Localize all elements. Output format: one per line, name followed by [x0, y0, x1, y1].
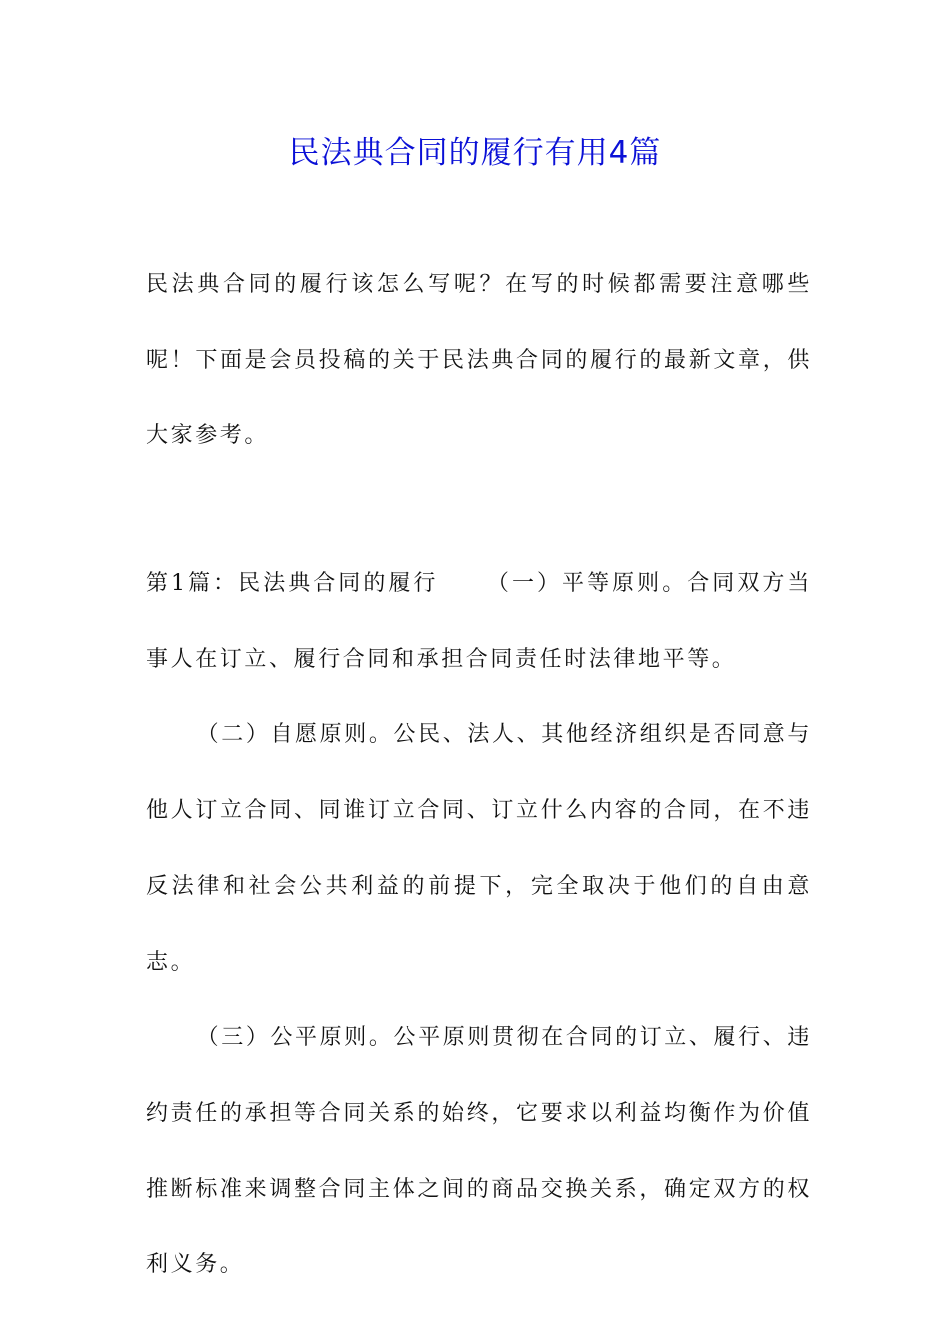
document-title: 民法典合同的履行有用4篇 [288, 135, 662, 171]
section-1 [146, 546, 812, 1303]
principle-equality: （一）平等原则。合同双方当事人在订立、履行合同和承担合同责任时法律地平等。 [146, 571, 812, 672]
section-1-heading: 第1篇：民法典合同的履行 [146, 571, 439, 596]
principle-fairness: （三）公平原则。公平原则贯彻在合同的订立、履行、违约责任的承担等合同关系的始终，它要求以利益均衡作为价值推断标准来调整合同主体之间的商品交换关系，确定双方的权利义务。 [146, 1025, 812, 1278]
section-1-first-paragraph [146, 546, 812, 697]
principle-voluntariness: （二）自愿原则。公民、法人、其他经济组织是否同意与他人订立合同、同谁订立合同、订立什么内容的合同，在不违反法律和社会公共利益的前提下，完全取决于他们的自由意志。 [146, 722, 812, 975]
intro-paragraph: 民法典合同的履行该怎么写呢？在写的时候都需要注意哪些呢！下面是会员投稿的关于民法典合同的履行的最新文章，供大家参考。 [146, 272, 812, 449]
